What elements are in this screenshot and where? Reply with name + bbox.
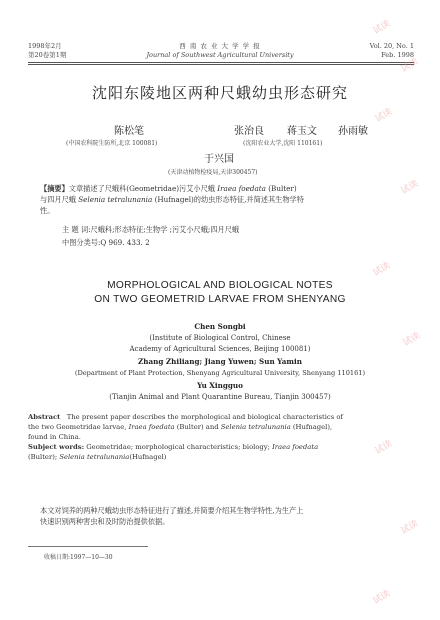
volume-issue-en: Vol. 20, No. 1: [369, 42, 414, 50]
species-name: Selenia tetralunania: [220, 423, 291, 431]
watermark: 试读: [371, 588, 393, 607]
affiliation-zh-3: (天津动植物检疫局,天津300457): [168, 169, 258, 176]
abstract-en-label: Abstract: [28, 413, 61, 421]
abstract-zh-label: 【摘要】: [40, 184, 69, 193]
affiliation-en-2: (Department of Plant Protection, Shenyang Agricultural University, Shenyang 110161): [74, 369, 366, 377]
footnote-rule: [28, 546, 148, 547]
journal-name-en: Journal of Southwest Agricultural University: [146, 51, 294, 59]
watermark: 试读: [373, 106, 395, 125]
title-en: [0, 279, 440, 307]
abstract-en-text: (Hufnagel),: [290, 423, 333, 431]
subject-words-line-2: [28, 452, 414, 462]
author-en-3: Yu Xingguo: [197, 381, 243, 390]
abstract-zh-line-3: 性。: [40, 206, 55, 215]
abstract-en-text: (Bulter) and: [174, 423, 221, 431]
journal-name-zh: 西 南 农 业 大 学 学 报: [179, 42, 261, 50]
abstract-en-text: The present paper describes the morphological and biological characteristics of: [66, 413, 343, 421]
subject-words-line-1: [28, 442, 414, 452]
title-zh: 沈阳东陵地区两种尺蛾幼虫形态研究: [91, 84, 348, 102]
abstract-en-line-1: [28, 412, 414, 422]
clc-number: 中图分类号:Q 969. 433. 2: [62, 238, 150, 247]
subject-words-text: Geometridae; morphological characteristics; biology;: [84, 443, 273, 451]
abstract-zh-text: 文章描述了尺蛾科(Geometridae)污艾小尺蛾: [68, 184, 218, 193]
author-en-1: Chen Songbi: [194, 322, 246, 331]
watermark: 试读: [399, 56, 421, 75]
abstract-zh-line-2: [40, 194, 405, 205]
species-name: Selenia tetralunania: [78, 195, 153, 204]
intro-line-1: 本文对饲养的两种尺蛾幼虫形态特征进行了描述,并简要介绍其生物学特性,为生产上: [40, 506, 304, 515]
subject-words-label: Subject words:: [28, 443, 85, 451]
abstract-zh-text: (Bulter): [265, 184, 297, 193]
abstract-en-line-2: [28, 422, 414, 432]
species-name: Selenia tetralunania: [59, 453, 130, 461]
watermark: 试读: [371, 18, 393, 37]
watermark: 试读: [399, 518, 421, 537]
subject-words-text: (Hufnagel): [129, 453, 167, 461]
title-en-line-1: MORPHOLOGICAL AND BIOLOGICAL NOTES: [107, 280, 333, 291]
received-date: 收稿日期:1997—10—30: [44, 554, 113, 561]
affiliation-en-1-line-1: (Institute of Biological Control, Chinese: [149, 334, 291, 342]
affiliation-zh-2: (沈阳农业大学,沈阳 110161): [243, 140, 323, 147]
issue-date-en: Feb. 1998: [381, 51, 414, 59]
abstract-zh-text: (Hufnagel)的幼虫形态特征,并简述其生物学特: [152, 195, 304, 204]
author-zh-3: 蒋玉文: [287, 126, 317, 137]
intro-paragraph: [40, 505, 420, 527]
abstract-zh-text: 与四月尺蛾: [40, 195, 79, 204]
subject-words-text: (Bulter);: [28, 453, 60, 461]
watermark: 试读: [371, 260, 393, 279]
affiliation-en-1-line-2: Academy of Agricultural Sciences, Beijing 100081): [129, 345, 311, 353]
issue-date: 1998年2月: [28, 42, 62, 50]
author-zh-4: 孙雨敏: [338, 126, 368, 137]
keywords-zh: 主 题 词:尺蛾科;形态特征;生物学 ;污艾小尺蛾;四月尺蛾: [62, 225, 240, 234]
author-en-2: Zhang Zhiliang; Jiang Yuwen; Sun Yamin: [138, 357, 302, 366]
watermark: 试读: [373, 438, 395, 457]
title-en-line-2: ON TWO GEOMETRID LARVAE FROM SHENYANG: [94, 294, 346, 305]
header-rule: [28, 62, 414, 63]
species-name: Iraea foedata: [272, 443, 319, 451]
header-rule-2: [28, 64, 414, 65]
species-name: Iraea foedata: [217, 184, 266, 193]
abstract-zh-line-1: [40, 183, 405, 194]
author-zh-5: 于兴国: [204, 154, 234, 165]
abstract-en-line-3: found in China.: [28, 433, 81, 441]
affiliation-zh-1: (中国农科院生防所,北京 100081): [66, 140, 158, 147]
author-zh-2: 张治良: [234, 126, 264, 137]
watermark: 试读: [399, 178, 421, 197]
watermark: 试读: [401, 330, 423, 349]
abstract-zh: [40, 183, 405, 216]
affiliation-en-3: (Tianjin Animal and Plant Quarantine Bureau, Tianjin 300457): [109, 393, 331, 401]
abstract-en-text: the two Geometridae larvae,: [28, 423, 129, 431]
author-zh-1: 陈松笔: [114, 126, 144, 137]
abstract-en: [28, 412, 414, 462]
volume-issue-zh: 第20卷第1期: [28, 51, 67, 59]
intro-line-2: 快速识别两种害虫和及时防治提供依据。: [40, 517, 170, 526]
species-name: Iraea foedata: [128, 423, 175, 431]
